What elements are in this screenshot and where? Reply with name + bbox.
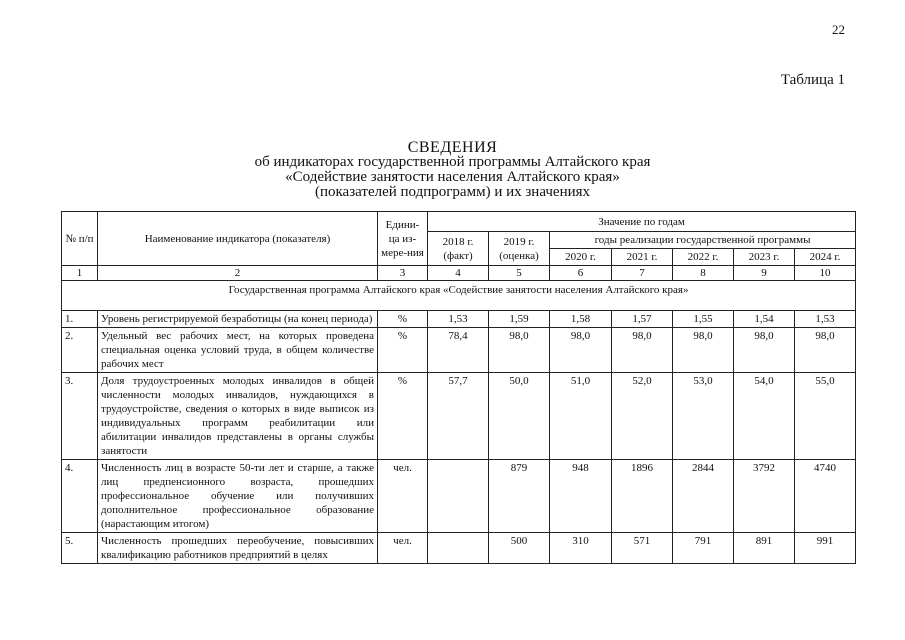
column-number: 5	[489, 266, 550, 281]
value-2022: 791	[673, 533, 734, 564]
value-2021: 1896	[612, 460, 673, 533]
indicator-name: Численность лиц в возрасте 50-ти лет и старше, а также лиц предпенсионного возраста, прошедших профессиональное обучение или получивших дополнительное профессиональное образование (нарастающим итогом)	[98, 460, 378, 533]
header-program-years: годы реализации государственной программы	[550, 232, 856, 249]
row-number: 4.	[62, 460, 98, 533]
column-number: 9	[734, 266, 795, 281]
value-2021: 52,0	[612, 373, 673, 460]
unit-cell: %	[378, 328, 428, 373]
value-2022: 98,0	[673, 328, 734, 373]
value-2018	[428, 460, 489, 533]
indicator-name: Доля трудоустроенных молодых инвалидов в общей численности молодых инвалидов, нуждающихся в трудоустройстве, сведения о которых в виде выписок из индивидуальных программ реабилитации или абилитации инвалидов представлены в органы службы занятости	[98, 373, 378, 460]
value-2018: 78,4	[428, 328, 489, 373]
header-2018: 2018 г. (факт)	[428, 232, 489, 266]
value-2024: 1,53	[795, 311, 856, 328]
column-number: 3	[378, 266, 428, 281]
heading-title: СВЕДЕНИЯ	[407, 139, 498, 156]
value-2019: 879	[489, 460, 550, 533]
section-row	[62, 281, 856, 311]
value-2019: 50,0	[489, 373, 550, 460]
value-2023: 98,0	[734, 328, 795, 373]
value-2020: 1,58	[550, 311, 612, 328]
unit-cell: %	[378, 373, 428, 460]
page-number: 22	[832, 22, 845, 37]
column-number: 10	[795, 266, 856, 281]
table-row	[62, 460, 856, 533]
indicator-name: Удельный вес рабочих мест, на которых проведена специальная оценка условий труда, в общем количестве рабочих мест	[98, 328, 378, 373]
value-2024: 4740	[795, 460, 856, 533]
header-2021: 2021 г.	[612, 249, 673, 266]
table-row	[62, 373, 856, 460]
value-2018: 1,53	[428, 311, 489, 328]
value-2021: 98,0	[612, 328, 673, 373]
value-2020: 51,0	[550, 373, 612, 460]
value-2023: 3792	[734, 460, 795, 533]
row-number: 2.	[62, 328, 98, 373]
value-2023: 1,54	[734, 311, 795, 328]
row-number: 5.	[62, 533, 98, 564]
header-2019: 2019 г. (оценка)	[489, 232, 550, 266]
value-2022: 2844	[673, 460, 734, 533]
table-row	[62, 533, 856, 564]
value-2021: 1,57	[612, 311, 673, 328]
value-2020: 948	[550, 460, 612, 533]
indicator-name: Численность прошедших переобучение, повысивших квалификацию работников предприятий в целях	[98, 533, 378, 564]
value-2024: 55,0	[795, 373, 856, 460]
column-number: 2	[98, 266, 378, 281]
row-number: 1.	[62, 311, 98, 328]
column-number: 4	[428, 266, 489, 281]
header-2022: 2022 г.	[673, 249, 734, 266]
value-2024: 98,0	[795, 328, 856, 373]
value-2024: 991	[795, 533, 856, 564]
header-2023: 2023 г.	[734, 249, 795, 266]
unit-cell: %	[378, 311, 428, 328]
value-2023: 54,0	[734, 373, 795, 460]
value-2021: 571	[612, 533, 673, 564]
table-label: Таблица 1	[780, 72, 845, 88]
header-unit: Едини-ца из-мере-ния	[378, 212, 428, 266]
header-num: № п/п	[62, 212, 98, 266]
indicator-name: Уровень регистрируемой безработицы (на конец периода)	[98, 311, 378, 328]
column-number: 6	[550, 266, 612, 281]
unit-cell: чел.	[378, 460, 428, 533]
column-number: 1	[62, 266, 98, 281]
column-number: 8	[673, 266, 734, 281]
header-2020: 2020 г.	[550, 249, 612, 266]
table-row	[62, 328, 856, 373]
row-number: 3.	[62, 373, 98, 460]
value-2022: 53,0	[673, 373, 734, 460]
heading-line-4: (показателей подпрограмм) и их значениях	[314, 184, 591, 200]
column-numbers-row	[62, 266, 856, 281]
heading-line-2: об индикаторах государственной программы Алтайского края	[254, 154, 651, 170]
header-values-by-year: Значение по годам	[428, 212, 856, 232]
value-2020: 310	[550, 533, 612, 564]
header-name: Наименование индикатора (показателя)	[98, 212, 378, 266]
heading-line-3: «Содействие занятости населения Алтайского края»	[285, 169, 620, 185]
value-2022: 1,55	[673, 311, 734, 328]
column-number: 7	[612, 266, 673, 281]
table-row	[62, 311, 856, 328]
section-title: Государственная программа Алтайского края «Содействие занятости населения Алтайского края»	[62, 281, 856, 311]
indicators-table	[61, 211, 856, 564]
header-2024: 2024 г.	[795, 249, 856, 266]
document-heading	[0, 140, 905, 200]
value-2019: 1,59	[489, 311, 550, 328]
value-2019: 98,0	[489, 328, 550, 373]
value-2019: 500	[489, 533, 550, 564]
value-2018: 57,7	[428, 373, 489, 460]
value-2023: 891	[734, 533, 795, 564]
value-2018	[428, 533, 489, 564]
value-2020: 98,0	[550, 328, 612, 373]
unit-cell: чел.	[378, 533, 428, 564]
